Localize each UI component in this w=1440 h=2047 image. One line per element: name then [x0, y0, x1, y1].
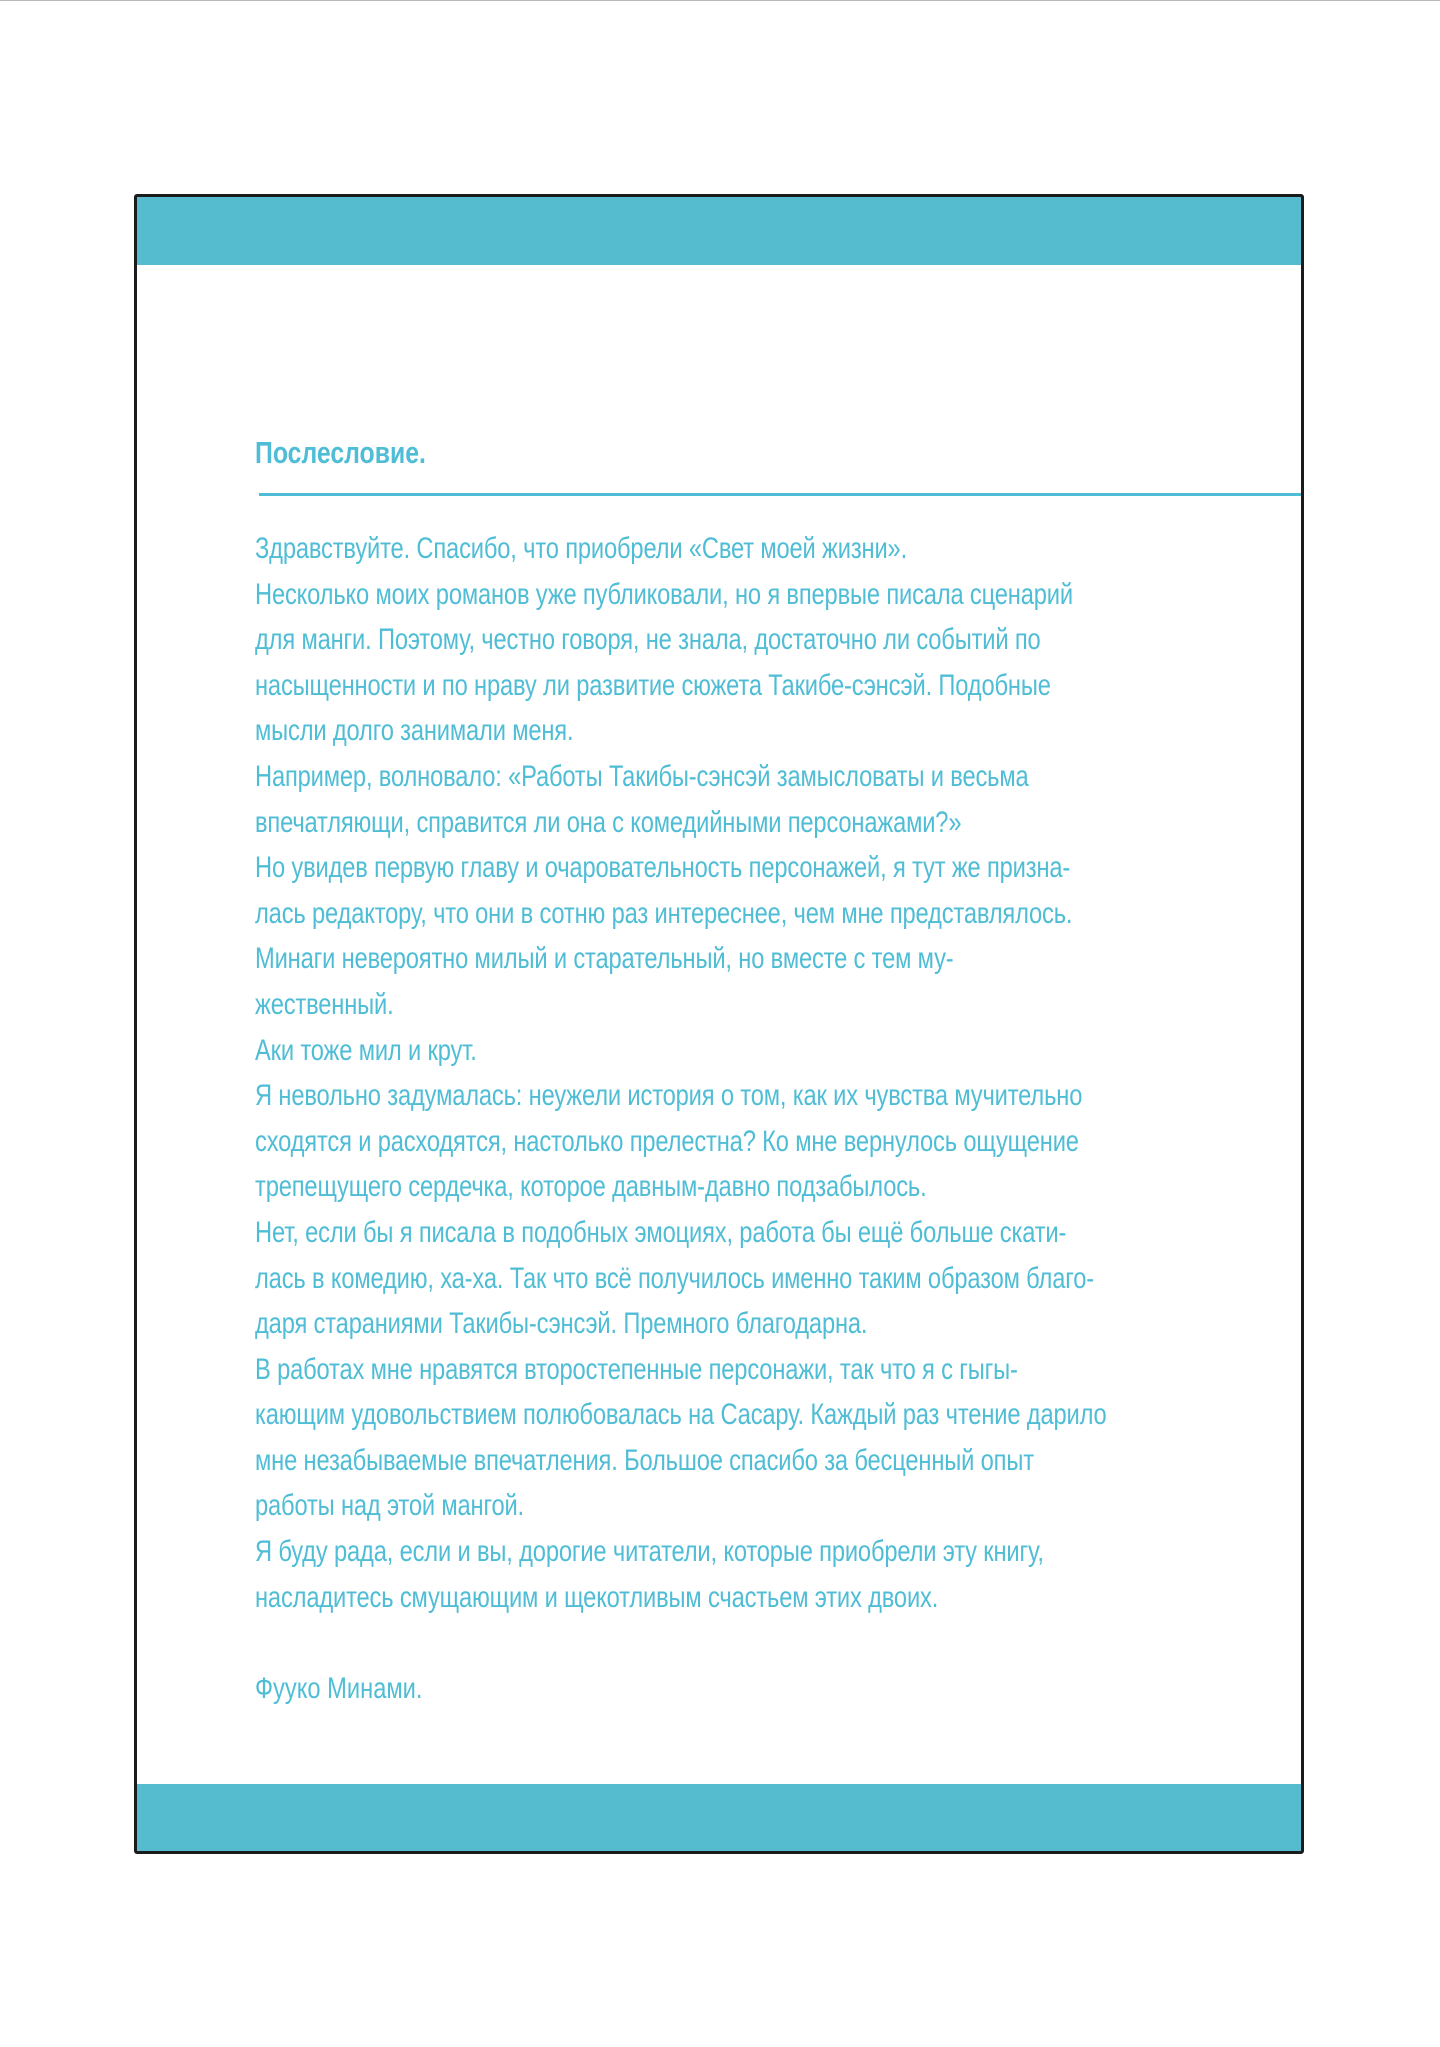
- body-line: сходятся и расходятся, настолько прелестна? Ко мне вернулось ощущение: [255, 1124, 1079, 1158]
- bottom-accent-band: [137, 1784, 1301, 1851]
- body-line: работы над этой мангой.: [255, 1489, 524, 1523]
- body-line: Аки тоже мил и крут.: [255, 1033, 477, 1067]
- body-line: лась редактору, что они в сотню раз интереснее, чем мне представлялось.: [255, 896, 1073, 930]
- body-line: Например, волновало: «Работы Такибы-сэнсэй замысловаты и весьма: [255, 759, 1029, 793]
- body-line: Я буду рада, если и вы, дорогие читатели, которые приобрели эту книгу,: [255, 1535, 1044, 1569]
- body-line: трепещущего сердечка, которое давным-давно подзабылось.: [255, 1170, 927, 1204]
- body-line: Но увидев первую главу и очаровательность персонажей, я тут же призна-: [255, 851, 1071, 885]
- page-top-rule: [0, 0, 1440, 1]
- body-line: В работах мне нравятся второстепенные персонажи, так что я с гыгы-: [255, 1352, 1018, 1386]
- body-line: жественный.: [255, 987, 394, 1021]
- body-line: мысли долго занимали меня.: [255, 714, 574, 748]
- body-line: Минаги невероятно милый и старательный, но вместе с тем му-: [255, 942, 954, 976]
- body-line: мне незабываемые впечатления. Большое спасибо за бесценный опыт: [255, 1443, 1034, 1477]
- body-line: для манги. Поэтому, честно говоря, не знала, достаточно ли событий по: [255, 623, 1041, 657]
- body-line: насладитесь смущающим и щекотливым счастьем этих двоих.: [255, 1580, 939, 1614]
- body-line: лась в комедию, ха-ха. Так что всё получилось именно таким образом благо-: [255, 1261, 1094, 1295]
- body-line: Здравствуйте. Спасибо, что приобрели «Свет моей жизни».: [255, 532, 908, 565]
- afterword-body: [255, 526, 1301, 1711]
- body-line: даря стараниями Такибы-сэнсэй. Премного благодарна.: [255, 1307, 868, 1341]
- title-underline: [259, 493, 1301, 496]
- top-accent-band: [137, 197, 1301, 265]
- body-line: Нет, если бы я писала в подобных эмоциях, работа бы ещё больше скати-: [255, 1215, 1067, 1249]
- afterword-title: Послесловие.: [255, 435, 426, 470]
- body-line: насыщенности и по нраву ли развитие сюжета Такибе-сэнсэй. Подобные: [255, 668, 1051, 702]
- afterword-content: [255, 433, 1301, 1711]
- author-signature: Фууко Минами.: [255, 1671, 423, 1705]
- body-line: Несколько моих романов уже публиковали, но я впервые писала сценарий: [255, 577, 1073, 611]
- paragraph-gap: [255, 1620, 1301, 1666]
- afterword-frame: [134, 194, 1304, 1854]
- body-line: Я невольно задумалась: неужели история о том, как их чувства мучительно: [255, 1079, 1083, 1113]
- body-line: кающим удовольствием полюбовалась на Сасару. Каждый раз чтение дарило: [255, 1398, 1107, 1432]
- body-line: впечатляющи, справится ли она с комедийными персонажами?»: [255, 805, 962, 839]
